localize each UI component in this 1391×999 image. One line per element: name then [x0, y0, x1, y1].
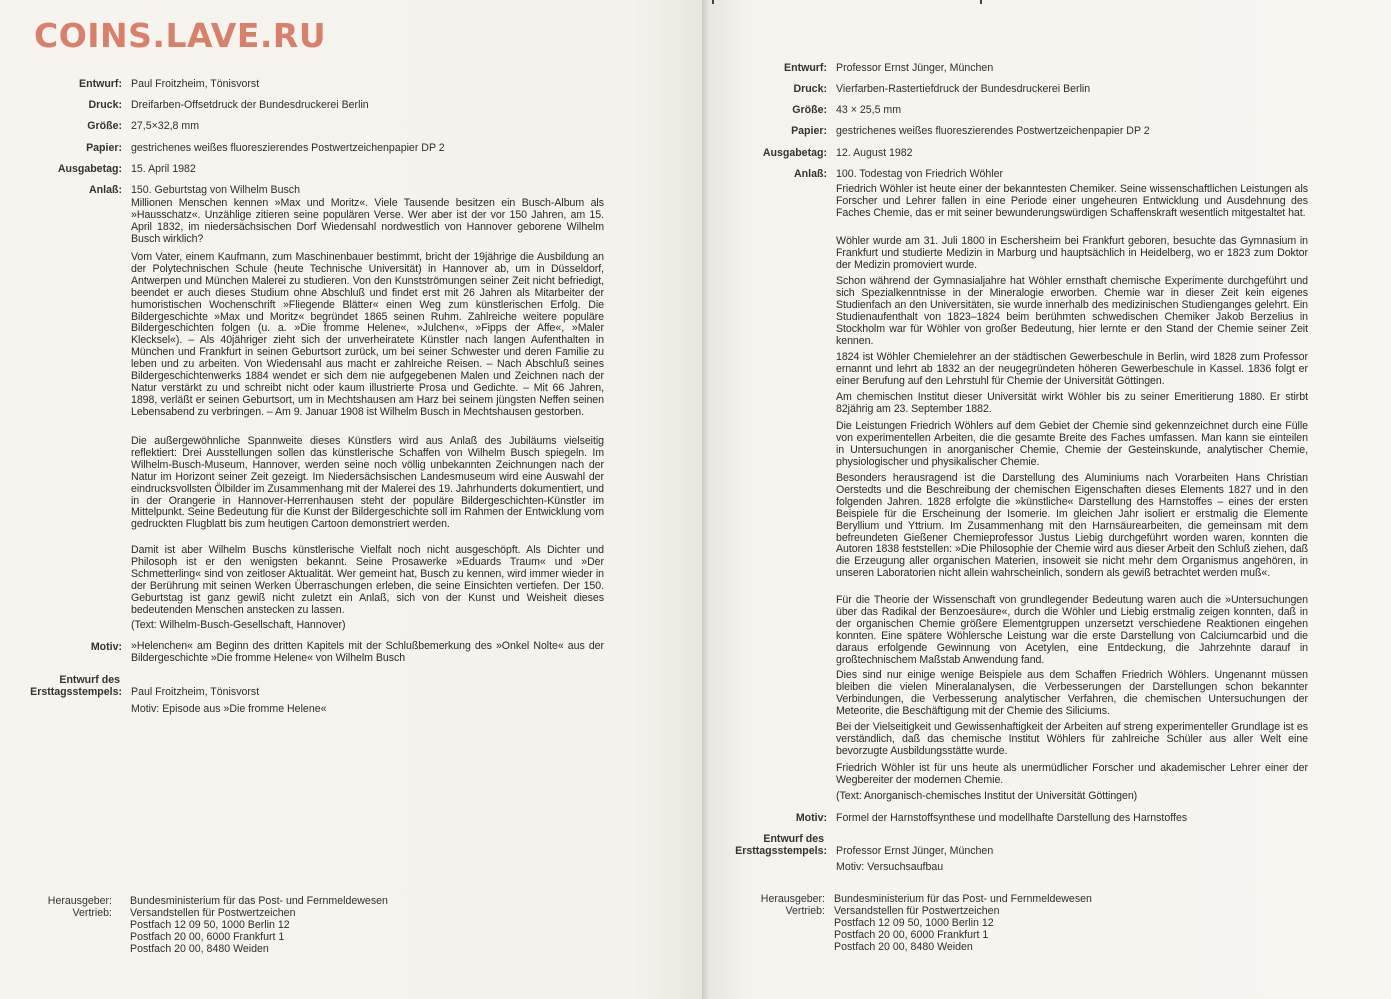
publisher-label: Herausgeber:	[47, 895, 112, 907]
body-paragraph: Besonders herausragend ist die Darstellung des Aluminiums nach Vorarbeiten Hans Christian Oerstedts und die Beschreibung der chemischen Eigenschaften dieses Elements 1827 und in den folgenden Jahren. 1828 erfolgte die »künstliche« Darstellung des Harnstoffes – eines der ersten Beispiele für die Erscheinung der Isomerie. Im gleichen Jahr isoliert er erstmalig die Elemente Beryllium und Yttrium. Im Zusammenhang mit den Harnsäurearbeiten, die gemeinsam mit dem befreundeten Gießener Chemieprofessor Justus Liebig durchgeführt worden waren, konnten die Autoren 1838 feststellen: »Die Philosophie der Chemie wird aus dieser Arbeit den Schluß ziehen, daß die Erzeugung aller organischen Materien, insoweit sie nicht mehr dem Organismus angehören, in unseren Laboratorien nicht allein wahrscheinlich, sondern als gewiß betrachtet werden muß«.	[836, 472, 1308, 580]
print-mark	[712, 0, 714, 4]
field-value-entwurf: Professor Ernst Jünger, München	[836, 62, 994, 74]
field-value-anlass: 100. Todestag von Friedrich Wöhler	[836, 168, 1004, 180]
body-paragraph: 1824 ist Wöhler Chemielehrer an der städtischen Gewerbeschule in Berlin, wird 1828 zum Professor ernannt und lehrt ab 1832 an der neugegründeten höheren Gewerbeschule in Kassel. 1836 folgt er einer Berufung auf den Lehrstuhl für Chemie der Universität Göttingen.	[836, 351, 1308, 387]
print-mark	[980, 0, 982, 4]
field-label-groesse: Größe:	[87, 120, 122, 132]
publisher-line: Postfach 20 00, 8480 Weiden	[130, 943, 269, 955]
stempel-value: Professor Ernst Jünger, München	[836, 845, 994, 857]
motiv-value: »Helenchen« am Beginn des dritten Kapitels mit der Schlußbemerkung des »Onkel Nolte« aus der Bildergeschichte »Die fromme Helene« von Wilhelm Busch	[131, 640, 604, 664]
field-label-anlass: Anlaß:	[89, 184, 122, 196]
text-source: (Text: Wilhelm-Busch-Gesellschaft, Hannover)	[131, 619, 346, 631]
field-value-entwurf: Paul Froitzheim, Tönisvorst	[131, 78, 260, 90]
body-paragraph: Friedrich Wöhler ist heute einer der bekanntesten Chemiker. Seine wissenschaftlichen Leistungen als Forscher und Lehrer fallen in eine Periode einer ungeheuren Entwicklung und Ausdehnung des Faches Chemie, das er mit seiner bewunderungswürdigen Schaffenskraft wesentlich mitgestaltet hat.	[836, 183, 1308, 219]
stempel-motiv: Motiv: Versuchsaufbau	[836, 861, 944, 873]
field-label-druck: Druck:	[793, 83, 827, 95]
field-value-anlass: 150. Geburtstag von Wilhelm Busch	[131, 184, 300, 196]
body-paragraph: Bei der Vielseitigkeit und Gewissenhaftigkeit der Arbeiten auf streng experimenteller Grundlage ist es verständlich, daß das chemische Institut Wöhlers für zahlreiche Schüler aus aller Welt eine bevorzugte Ausbildungsstätte wurde.	[836, 721, 1308, 757]
motiv-label: Motiv:	[90, 641, 122, 653]
publisher-line: Bundesministerium für das Post- und Fernmeldewesen	[834, 893, 1092, 905]
field-label-druck: Druck:	[88, 99, 122, 111]
stempel-label-line2: Ersttagsstempels:	[735, 845, 827, 857]
site-watermark: COINS.LAVE.RU	[34, 16, 327, 55]
stempel-motiv: Motiv: Episode aus »Die fromme Helene«	[131, 703, 327, 715]
publisher-line: Versandstellen für Postwertzeichen	[130, 907, 296, 919]
stempel-label-line2: Ersttagsstempels:	[30, 686, 122, 698]
body-paragraph: Schon während der Gymnasialjahre hat Wöhler ernsthaft chemische Experimente durchgeführt und sich Spezialkenntnisse in der Mineralogie erworben. Chemie war in dieser Zeit kein eigenes Studienfach an den Universitäten, sie wurde innerhalb des medizinischen Studienganges gelehrt. Ein Studienaufenthalt von 1823–1824 beim berühmten schwedischen Chemiker Jakob Berzelius in Stockholm war für Wöhler von großer Bedeutung, hier lernte er den Stand der Chemie seiner Zeit kennen.	[836, 275, 1308, 347]
stempel-value: Paul Froitzheim, Tönisvorst	[131, 686, 260, 698]
publisher-label: Herausgeber:	[760, 893, 825, 905]
field-value-ausgabetag: 12. August 1982	[836, 147, 913, 159]
publisher-line: Postfach 12 09 50, 1000 Berlin 12	[130, 919, 290, 931]
stempel-label-line1: Entwurf des	[59, 674, 120, 686]
publisher-line: Postfach 12 09 50, 1000 Berlin 12	[834, 917, 994, 929]
motiv-value: Formel der Harnstoffsynthese und modellhafte Darstellung des Harnstoffes	[836, 812, 1188, 824]
field-label-entwurf: Entwurf:	[784, 62, 827, 74]
field-value-druck: Vierfarben-Rastertiefdruck der Bundesdruckerei Berlin	[836, 83, 1091, 95]
motiv-label: Motiv:	[795, 812, 827, 824]
body-paragraph: Die Leistungen Friedrich Wöhlers auf dem Gebiet der Chemie sind gekennzeichnet durch eine Fülle von experimentellen Arbeiten, die die gesamte Breite des Faches umfassen. Man kann sie einteilen in Untersuchungen in anorganischer Chemie, Chemie der Gesteinskunde, analytischer Chemie, physiologischer und physikalischer Chemie.	[836, 420, 1308, 468]
body-paragraph: Die außergewöhnliche Spannweite dieses Künstlers wird aus Anlaß des Jubiläums vielseitig reflektiert: Drei Ausstellungen sollen das künstlerische Schaffen von Wilhelm Busch spiegeln. Im Wilhelm-Busch-Museum, Hannover, werden seine noch völlig unbekannten Zeichnungen nach der Natur im Horizont seiner Zeit gezeigt. Im Niedersächsischen Landesmuseum wird eine Auswahl der eindrucksvollsten Ölbilder im Zusammenhang mit der Malerei des 19. Jahrhunderts dokumentiert, und in der Orangerie in Hannover-Herrenhausen steht der populäre Bildergeschichten-Künstler im Mittelpunkt. Seine Bedeutung für die Kunst der Bildergeschichte soll im Rahmen der Entwicklung vom gedruckten Flugblatt bis zum heutigen Cartoon demonstriert werden.	[131, 435, 604, 531]
field-value-ausgabetag: 15. April 1982	[131, 163, 196, 175]
publisher-line: Versandstellen für Postwertzeichen	[834, 905, 1000, 917]
field-value-groesse: 43 × 25,5 mm	[836, 104, 902, 116]
field-value-papier: gestrichenes weißes fluoreszierendes Postwertzeichenpapier DP 2	[836, 125, 1150, 137]
right-page	[708, 0, 1391, 999]
field-label-anlass: Anlaß:	[794, 168, 827, 180]
body-paragraph: Am chemischen Institut dieser Universität wirkt Wöhler bis zu seiner Emeritierung 1880. Er stirbt 82jährig am 23. September 1882.	[836, 391, 1308, 415]
body-paragraph: Vom Vater, einem Kaufmann, zum Maschinenbauer bestimmt, bricht der 19jährige die Ausbildung an der Polytechnischen Schule (heute Technische Universität) in Hannover ab, um in Düsseldorf, Antwerpen und München Malerei zu studieren. Von den Kunstströmungen seiner Zeit nicht befriedigt, beendet er auch dieses Studium ohne Abschluß und findet erst mit 26 Jahren als Mitarbeiter der humoristischen Wochenschrift »Fliegende Blätter« einen Weg zum künstlerischen Erfolg. Die Bildergeschichte »Max und Moritz« begründet 1865 seinen Ruhm. Zahlreiche weitere populäre Bildergeschichten folgen (u. a. »Die fromme Helene«, »Julchen«, »Fipps der Affe«, »Maler Klecksel«). – Als 40jähriger zieht sich der unverheiratete Künstler nach langen Aufenthalten in München und Frankfurt in seinen Geburtsort zurück, um bei seiner Schwester und deren Familie zu leben und zu arbeiten. Von Wiedensahl aus macht er zahlreiche Reisen. – Nach Abschluß seines Bildergeschichtenwerks 1884 wendet er sich dem nie aufgegebenen Malen und Zeichnen nach der Natur verstärkt zu und schreibt nicht oder kaum illustrierte Prosa und Gedichte. – Mit 66 Jahren, 1898, verläßt er seinen Geburtsort, um in Mechtshausen am Harz bei seinem jüngsten Neffen seinen Lebensabend zu verbringen. – Am 9. Januar 1908 ist Wilhelm Busch in Mechtshausen gestorben.	[131, 251, 604, 418]
body-paragraph: Friedrich Wöhler ist für uns heute als unermüdlicher Forscher und akademischer Lehrer einer der Wegbereiter der modernen Chemie.	[836, 762, 1308, 786]
field-label-groesse: Größe:	[792, 104, 827, 116]
field-label-papier: Papier:	[791, 125, 827, 137]
field-value-papier: gestrichenes weißes fluoreszierendes Postwertzeichenpapier DP 2	[131, 142, 445, 154]
field-label-papier: Papier:	[86, 142, 122, 154]
distribution-label: Vertrieb:	[785, 905, 825, 917]
body-paragraph: Für die Theorie der Wissenschaft von grundlegender Bedeutung waren auch die »Untersuchungen über das Radikal der Benzoesäure«, durch die Wöhler und Liebig erstmalig zeigen konnten, daß in der organischen Chemie größere Elementgruppen unzersetzt verschiedene Reaktionen eingehen konnten. Eine spätere Wöhlersche Leistung war die erste Darstellung von Calciumcarbid und die daraus erfolgende Gewinnung von Acetylen, eine Entdeckung, die Jahrzehnte darauf in großtechnischem Maßstab Anwendung fand.	[836, 594, 1308, 666]
body-paragraph: Dies sind nur einige wenige Beispiele aus dem Schaffen Friedrich Wöhlers. Ungenannt müssen bleiben die vielen Mineralanalysen, die Verbesserungen der Darstellungen schon bekannter Verbindungen, die Verbesserung analytischer Verfahren, die chemischen Untersuchungen der Meteorite, die Beschäftigung mit der Chemie des Siliciums.	[836, 669, 1308, 717]
body-paragraph: Damit ist aber Wilhelm Buschs künstlerische Vielfalt noch nicht ausgeschöpft. Als Dichter und Philosoph ist er den wenigsten bekannt. Seine Prosawerke »Eduards Traum« und »Der Schmetterling« sind von zeitloser Aktualität. Wer gemeint hat, Busch zu kennen, wird immer wieder in der Berührung mit seinen Werken Überraschungen erleben, die seine Einsichten vertiefen. Der 150. Geburtstag ist ganz gewiß nicht zuletzt ein Anlaß, sich von der Kunst und Weisheit dieses bedeutenden Menschen anstecken zu lassen.	[131, 544, 604, 616]
text-source: (Text: Anorganisch-chemisches Institut der Universität Göttingen)	[836, 790, 1138, 802]
body-paragraph: Millionen Menschen kennen »Max und Moritz«. Viele Tausende besitzen ein Busch-Album als »Hausschatz«. Unzählige zitieren seine populären Verse. Wer aber ist der vor 150 Jahren, am 15. April 1832, im niedersächsischen Dorf Wiedensahl nordwestlich von Hannover geborene Wilhelm Busch wirklich?	[131, 197, 604, 245]
field-value-groesse: 27,5×32,8 mm	[131, 120, 200, 132]
publisher-line: Postfach 20 00, 6000 Frankfurt 1	[130, 931, 285, 943]
publisher-line: Postfach 20 00, 8480 Weiden	[834, 941, 973, 953]
distribution-label: Vertrieb:	[72, 907, 112, 919]
field-label-ausgabetag: Ausgabetag:	[57, 163, 122, 175]
publisher-line: Bundesministerium für das Post- und Fernmeldewesen	[130, 895, 388, 907]
body-paragraph: Wöhler wurde am 31. Juli 1800 in Eschersheim bei Frankfurt geboren, besuchte das Gymnasium in Frankfurt und studierte Medizin in Marburg und hauptsächlich in Heidelberg, wo er 1823 zum Doktor der Medizin promoviert wurde.	[836, 235, 1308, 271]
field-value-druck: Dreifarben-Offsetdruck der Bundesdruckerei Berlin	[131, 99, 369, 111]
stempel-label-line1: Entwurf des	[763, 833, 824, 845]
publisher-line: Postfach 20 00, 6000 Frankfurt 1	[834, 929, 989, 941]
field-label-entwurf: Entwurf:	[79, 78, 122, 90]
field-label-ausgabetag: Ausgabetag:	[762, 147, 827, 159]
